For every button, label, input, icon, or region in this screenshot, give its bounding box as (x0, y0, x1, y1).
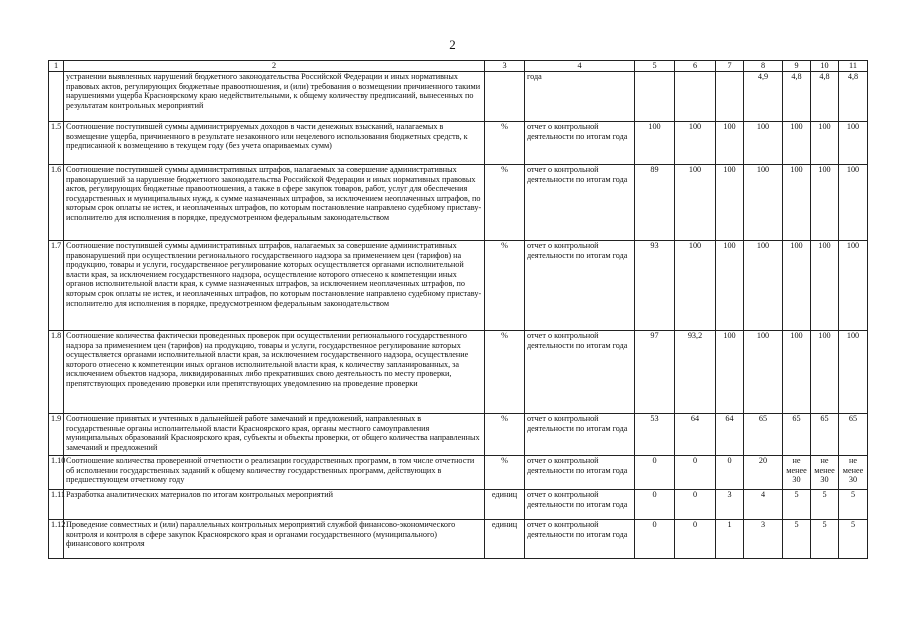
header-cell: 10 (811, 61, 839, 72)
value-cell: 100 (783, 165, 811, 241)
value-cell: 5 (783, 520, 811, 559)
unit-cell (485, 72, 525, 122)
source-cell: отчет о контрольной деятельности по итогам года (525, 122, 635, 165)
row-number: 1.5 (49, 122, 64, 165)
source-cell: года (525, 72, 635, 122)
header-cell: 9 (783, 61, 811, 72)
unit-cell: % (485, 456, 525, 490)
value-cell: 100 (783, 122, 811, 165)
value-cell: 4,8 (783, 72, 811, 122)
value-cell: 0 (635, 520, 675, 559)
indicator-name: Соотношение поступившей суммы администрируемых доходов в части денежных взысканий, налагаемых в возмещение ущерба, причиненного в результате незаконного или нецелевого использования бюджетных средств, к предписанной к возмещению в текущем году (без учета опариваемых сумм) (64, 122, 485, 165)
value-cell: 0 (635, 490, 675, 520)
value-cell: 100 (783, 331, 811, 414)
table-header (49, 61, 868, 72)
indicator-name: Соотношение поступившей суммы административных штрафов, налагаемых за совершение административных правонарушений за нарушение бюджетного законодательства Российской Федерации и иных нормативных правовых актов, регулирующих бюджетные правоотношения, а также в сфере закупок товаров, работ, услуг для обеспечения государственных и муниципальных нужд, к сумме назначенных штрафов, за исключением неоплаченных штрафов, по которым срок оплаты не истек, и неоплаченных штрафов, по которым постановление направлено судебному приставу-исполнителю для исполнения в порядке, предусмотренном федеральным законодательством (64, 165, 485, 241)
table-row (49, 122, 868, 165)
value-cell: 0 (675, 520, 716, 559)
value-cell: 100 (811, 331, 839, 414)
value-cell: 65 (811, 414, 839, 456)
table-row (49, 520, 868, 559)
unit-cell: % (485, 165, 525, 241)
header-cell: 11 (839, 61, 868, 72)
header-cell: 3 (485, 61, 525, 72)
value-cell: 100 (811, 241, 839, 331)
value-cell: 4,8 (811, 72, 839, 122)
value-cell: 1 (716, 520, 744, 559)
unit-cell: % (485, 241, 525, 331)
value-cell: 4,8 (839, 72, 868, 122)
value-cell: 0 (635, 456, 675, 490)
source-cell: отчет о контрольной деятельности по итогам года (525, 520, 635, 559)
row-number: 1.9 (49, 414, 64, 456)
indicator-name: устранении выявленных нарушений бюджетного законодательства Российской Федерации и иных нормативных правовых актов, регулирующих бюджетные правоотношения, и (или) требования о возмещении причиненного такими нарушениями ущерба Красноярскому краю недействительными, к общему количеству предписаний, вынесенных по результатам контрольных мероприятий (64, 72, 485, 122)
value-cell: 100 (675, 122, 716, 165)
row-number: 1.11 (49, 490, 64, 520)
source-cell: отчет о контрольной деятельности по итогам года (525, 414, 635, 456)
value-cell: 100 (839, 331, 868, 414)
value-cell: 65 (744, 414, 783, 456)
value-cell: 100 (744, 122, 783, 165)
value-cell (716, 72, 744, 122)
row-number: 1.8 (49, 331, 64, 414)
value-cell: 100 (635, 122, 675, 165)
table-body (49, 72, 868, 559)
value-cell: 5 (811, 520, 839, 559)
value-cell: 100 (716, 122, 744, 165)
value-cell: 0 (716, 456, 744, 490)
unit-cell: единиц (485, 490, 525, 520)
source-cell: отчет о контрольной деятельности по итогам года (525, 456, 635, 490)
value-cell: 100 (839, 122, 868, 165)
value-cell: 100 (675, 241, 716, 331)
value-cell: 53 (635, 414, 675, 456)
header-cell: 2 (64, 61, 485, 72)
value-cell: 89 (635, 165, 675, 241)
indicator-name: Соотношение принятых и учтенных в дальнейшей работе замечаний и предложений, направленных в государственные органы исполнительной власти Красноярского края, органы местного самоуправления муниципальных образований Красноярского края, субъекты и объекты проверки, от общего количества направленных замечаний и предложений (64, 414, 485, 456)
value-cell: 100 (811, 122, 839, 165)
source-cell: отчет о контрольной деятельности по итогам года (525, 165, 635, 241)
value-cell: 64 (675, 414, 716, 456)
table-row (49, 241, 868, 331)
value-cell: 97 (635, 331, 675, 414)
header-row (49, 61, 868, 72)
value-cell: 100 (675, 165, 716, 241)
value-cell: 0 (675, 456, 716, 490)
value-cell: 4,9 (744, 72, 783, 122)
unit-cell: % (485, 414, 525, 456)
value-cell: не менее 30 (811, 456, 839, 490)
unit-cell: единиц (485, 520, 525, 559)
row-number: 1.6 (49, 165, 64, 241)
value-cell: 5 (783, 490, 811, 520)
value-cell (635, 72, 675, 122)
page-number: 2 (449, 37, 456, 52)
row-number: 1.12 (49, 520, 64, 559)
header-cell: 5 (635, 61, 675, 72)
unit-cell: % (485, 122, 525, 165)
value-cell: 65 (839, 414, 868, 456)
value-cell: 3 (716, 490, 744, 520)
value-cell: 3 (744, 520, 783, 559)
value-cell: 93 (635, 241, 675, 331)
table-row (49, 456, 868, 490)
value-cell: 100 (744, 331, 783, 414)
value-cell: 64 (716, 414, 744, 456)
indicator-name: Разработка аналитических материалов по итогам контрольных мероприятий (64, 490, 485, 520)
value-cell: не менее 30 (839, 456, 868, 490)
value-cell: 100 (811, 165, 839, 241)
value-cell: 4 (744, 490, 783, 520)
value-cell: 100 (716, 331, 744, 414)
value-cell: 100 (839, 241, 868, 331)
header-cell: 7 (716, 61, 744, 72)
row-number: 1.7 (49, 241, 64, 331)
value-cell: не менее 30 (783, 456, 811, 490)
source-cell: отчет о контрольной деятельности по итогам года (525, 490, 635, 520)
value-cell (675, 72, 716, 122)
header-cell: 8 (744, 61, 783, 72)
table-row (49, 490, 868, 520)
indicator-name: Соотношение количества фактически проведенных проверок при осуществлении регионального государственного надзора за применением цен (тарифов) на продукцию, товары и услуги, государственное регулирование которых осуществляется органами исполнительной власти края, за исключением государственного надзора, осуществление которого отнесено к компетенции иных органов исполнительной власти края, к количеству запланированных, за исключением объектов надзора, ликвидированных либо прекративших свою деятельность по месту проверки, препятствующих проведению проверки или препятствующих уведомлению на проведение проверки (64, 331, 485, 414)
value-cell: 100 (839, 165, 868, 241)
row-number (49, 72, 64, 122)
indicator-name: Соотношение поступившей суммы административных штрафов, налагаемых за совершение административных правонарушений при осуществлении регионального государственного надзора за применением цен (тарифов) на продукцию, товары и услуги, государственное регулирование которых осуществляется органами исполнительной власти края, за исключением государственного надзора, осуществление которого отнесено к компетенции иных органов исполнительной власти края, к сумме назначенных штрафов, за исключением неоплаченных штрафов, по которым срок оплаты не истек, и неоплаченных штрафов, по которым постановление направлено судебному приставу-исполнителю для исполнения в порядке, предусмотренном федеральным законодательством (64, 241, 485, 331)
value-cell: 5 (839, 490, 868, 520)
value-cell: 100 (716, 241, 744, 331)
value-cell: 100 (744, 241, 783, 331)
table-row (49, 331, 868, 414)
value-cell: 100 (744, 165, 783, 241)
header-cell: 4 (525, 61, 635, 72)
indicator-name: Соотношение количества проверенной отчетности о реализации государственных программ, в том числе отчетности об исполнении государственных заданий к общему количеству государственных программ, действующих в предшествующем отчетному году (64, 456, 485, 490)
unit-cell: % (485, 331, 525, 414)
row-number: 1.10 (49, 456, 64, 490)
source-cell: отчет о контрольной деятельности по итогам года (525, 331, 635, 414)
value-cell: 20 (744, 456, 783, 490)
table-row (49, 72, 868, 122)
indicators-table (48, 60, 868, 559)
table-row (49, 165, 868, 241)
value-cell: 5 (839, 520, 868, 559)
value-cell: 100 (783, 241, 811, 331)
value-cell: 65 (783, 414, 811, 456)
header-cell: 1 (49, 61, 64, 72)
value-cell: 100 (716, 165, 744, 241)
source-cell: отчет о контрольной деятельности по итогам года (525, 241, 635, 331)
value-cell: 93,2 (675, 331, 716, 414)
header-cell: 6 (675, 61, 716, 72)
table-row (49, 414, 868, 456)
value-cell: 5 (811, 490, 839, 520)
indicator-name: Проведение совместных и (или) параллельных контрольных мероприятий службой финансово-экономического контроля и контроля в сфере закупок Красноярского края и органами государственного (муниципального) финансового контроля (64, 520, 485, 559)
value-cell: 0 (675, 490, 716, 520)
